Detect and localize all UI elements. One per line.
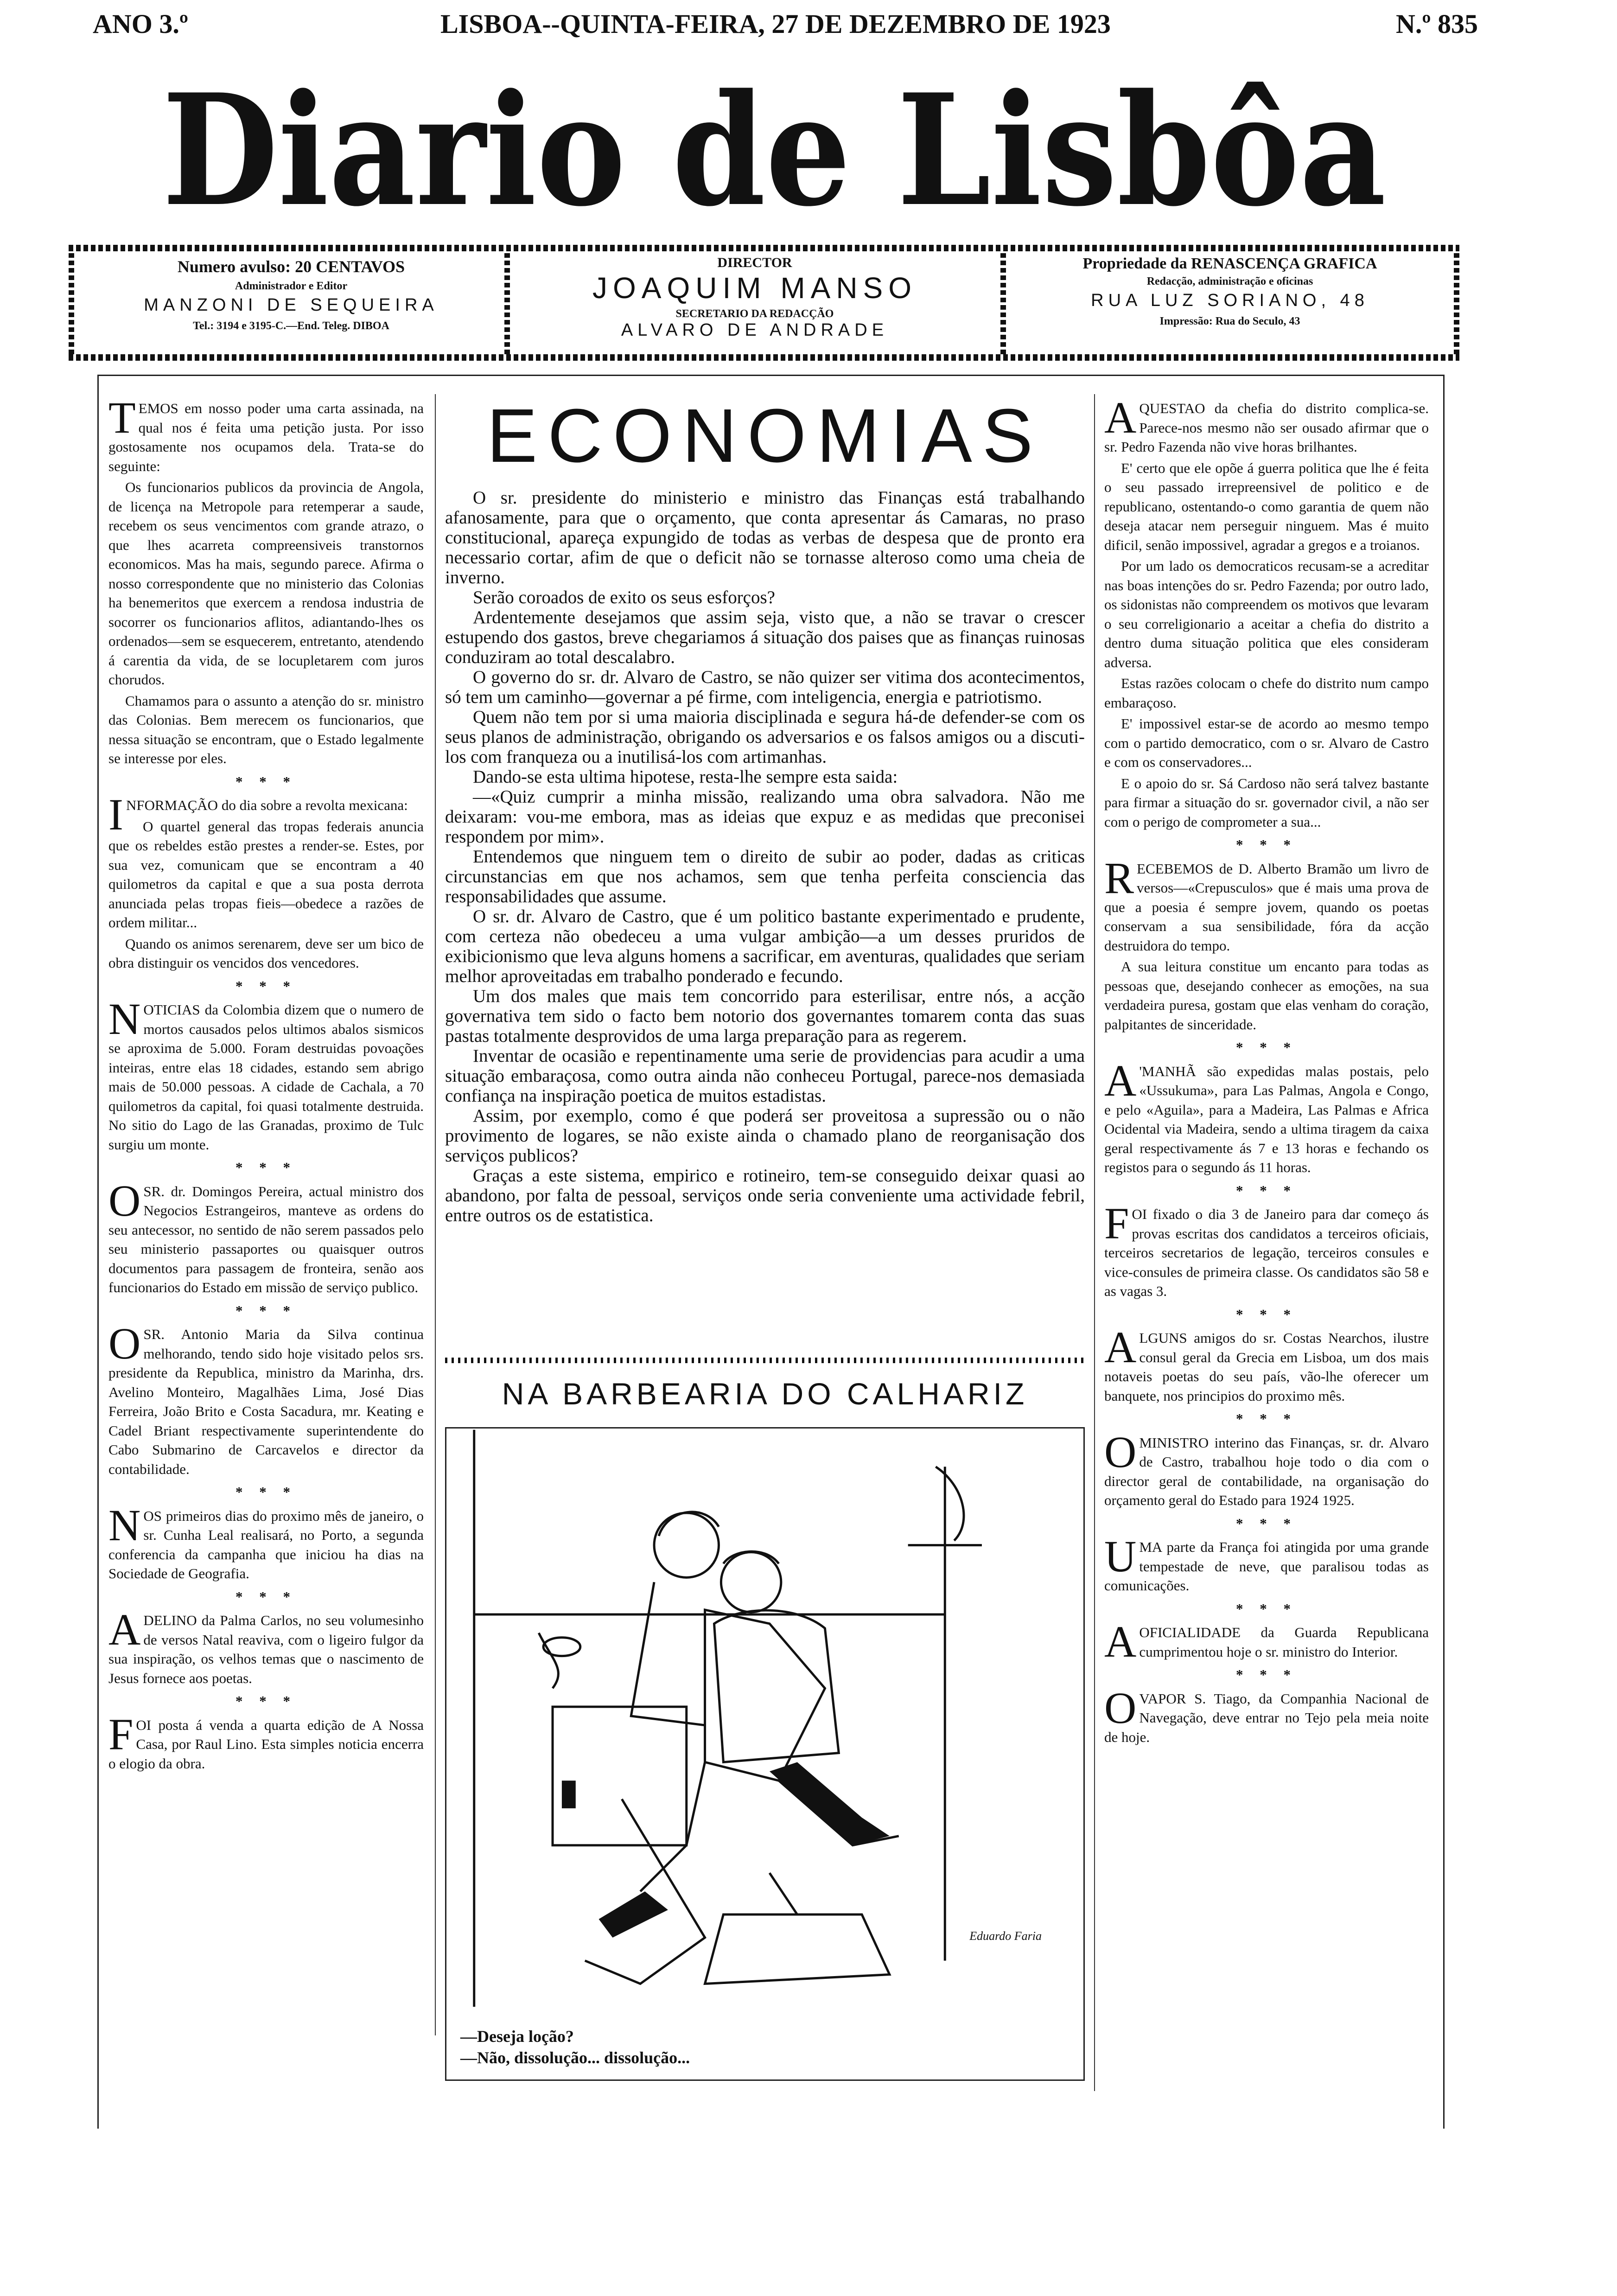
article-paragraph: Entendemos que ninguem tem o direito de subir ao poder, dadas as criticas circunstancias em que nos achamos, sem que tenha perfeita consciencia das responsabilidades que assume. xyxy=(445,847,1085,906)
column-rule-left xyxy=(435,394,436,2035)
paragraph-text: ECEBEMOS de D. Alberto Bramão um livro de versos—«Crepusculos» que é mais uma prova de que a poesia é sempre jovem, quando os poetas conservam a sua sensibilidade, fóra da acção destruidora do tempo. xyxy=(1104,860,1429,954)
news-paragraph xyxy=(1104,556,1429,672)
news-paragraph xyxy=(1104,1427,1429,1510)
info-left xyxy=(78,255,504,351)
news-paragraph xyxy=(1104,853,1429,956)
drop-cap: F xyxy=(1104,1199,1129,1248)
secretario-label: SECRETARIO DA REDACÇÃO xyxy=(675,308,834,320)
paragraph-text: MINISTRO interino das Finanças, sr. dr. Alvaro de Castro, trabalhou hoje todo o dia com o director geral de contabilidade, na organisação do orçamento geral do Estado para 1924 1925. xyxy=(1104,1434,1429,1508)
paragraph-text: EMOS em nosso poder uma carta assinada, na qual nos é feita uma petição justa. Por isso gostosamente nos ocupamos dela. Trata-se do seguinte: xyxy=(108,400,424,474)
article-paragraph: Inventar de ocasião e repentinamente uma serie de providencias para acudir a uma situação embaraçosa, como outra ainda não conheceu Portugal, parece-nos demasiada confiança na inspiração poetica de muitos estadistas. xyxy=(445,1046,1085,1106)
paragraph-text: E o apoio do sr. Sá Cardoso não será talvez bastante para firmar a situação do sr. governador civil, a não ser com o perigo de comprometer a sua... xyxy=(1104,775,1429,830)
news-paragraph xyxy=(108,790,424,839)
drop-cap: N xyxy=(108,1500,141,1550)
section-separator: * * * xyxy=(236,1588,297,1605)
cartoon xyxy=(445,1358,1085,2081)
cartoon-rule xyxy=(445,1358,1085,1363)
right-column xyxy=(1104,393,1429,1748)
drop-cap: O xyxy=(1104,1683,1137,1733)
paragraph-text: O quartel general das tropas federais anuncia que os rebeldes estão prestes a render-se. Estes, por sua vez, comunicam que se encontram a 40 quilometros da capital e que a sua posta derrota anunciada pelas tropas fieis—obedece a razões de ordem militar... xyxy=(108,818,424,931)
article-paragraph: —«Quiz cumprir a minha missão, realizando uma obra salvadora. Não me deixaram: vou-me embora, mas as ideias que expuz e as medidas que preconisei respondem por mim». xyxy=(445,787,1085,847)
left-column xyxy=(108,393,424,1775)
paragraph-text: E' impossivel estar-se de acordo ao mesmo tempo com o partido democratico, com o sr. Alvaro de Castro e com os conservadores... xyxy=(1104,715,1429,770)
article-paragraph: O governo do sr. dr. Alvaro de Castro, se não quizer ser vitima dos acontecimentos, só tem um caminho—governar a pé firme, com inteligencia, energia e patriotismo. xyxy=(445,667,1085,707)
secretario-name: ALVARO DE ANDRADE xyxy=(621,320,889,340)
article-headline: ECONOMIAS xyxy=(486,393,1044,478)
news-paragraph xyxy=(108,1605,424,1688)
price: Numero avulso: 20 CENTAVOS xyxy=(177,257,405,276)
drop-cap: A xyxy=(108,1605,141,1654)
article-paragraph: Assim, por exemplo, como é que poderá ser proveitosa a supressão ou o não provimento de logares, se não existe ainda o chamado plano de reorganisação dos serviços publicos? xyxy=(445,1106,1085,1166)
article-paragraph: Graças a este sistema, empirico e rotineiro, tem-se conseguido deixar quasi ao abandono, por falta de pessoal, serviços onde seria conveniente uma actividade febril, entre outros os de estatistica. xyxy=(445,1166,1085,1225)
paragraph-text: Estas razões colocam o chefe do distrito num campo embaraçoso. xyxy=(1104,675,1429,711)
masthead-title: Diario de Lisbôa xyxy=(162,60,1386,240)
section-separator: * * * xyxy=(1236,1515,1297,1531)
news-paragraph xyxy=(108,1709,424,1773)
drop-cap: N xyxy=(108,994,141,1044)
info-bar xyxy=(69,245,1459,361)
news-paragraph xyxy=(108,393,424,476)
news-paragraph xyxy=(1104,1055,1429,1177)
paragraph-text: MA parte da França foi atingida por uma grande tempestade de neve, que paralisou todas as comunicações. xyxy=(1104,1539,1429,1594)
news-paragraph xyxy=(108,478,424,689)
article-paragraph: Ardentemente desejamos que assim seja, visto que, a não se travar o crescer estupendo dos gastos, breve chegariamos á situação dos paises que as finanças ruinosas conduziram ao total descalabro. xyxy=(445,607,1085,667)
section-separator: * * * xyxy=(236,1693,297,1709)
masthead-logo xyxy=(153,60,1395,240)
drop-cap: I xyxy=(108,790,123,839)
section-separator: * * * xyxy=(1236,1039,1297,1055)
admin-name: MANZONI DE SEQUEIRA xyxy=(144,295,439,315)
paragraph-text: OTICIAS da Colombia dizem que o numero de mortos causados pelos ultimos abalos sismicos se aproxima de 5.000. Foram destruidas povoações inteiras, entre elas 18 cidades, estando sem abrigo mais de 50.000 pessoas. A cidade de Cachala, a 70 quilometros da capital, foi quasi totalmente destruida. No sitio do Lago de las Granadas, proximo de Tulc surgiu um monte. xyxy=(108,1001,424,1153)
news-paragraph xyxy=(1104,674,1429,712)
section-separator: * * * xyxy=(236,977,297,994)
drop-cap: O xyxy=(108,1175,141,1225)
article-body xyxy=(445,488,1085,1225)
paragraph-text: SR. Antonio Maria da Silva continua melhorando, tendo sido hoje visitado pelos srs. presidente da Republica, ministro da Marinha, drs. Avelino Monteiro, Magalhães Lima, José Dias Ferreira, João Brito e Costa Sacadura, mr. Keating e Cadel Briant respectivamente superintendente do Cabo Submarino de Carcavelos e director da contabilidade. xyxy=(108,1326,424,1477)
redaccao: Redacção, administração e oficinas xyxy=(1146,275,1313,287)
telephone: Tel.: 3194 e 3195-C.—End. Teleg. DIBOA xyxy=(193,320,389,332)
cartoon-title: NA BARBEARIA DO CALHARIZ xyxy=(502,1377,1028,1411)
section-separator: * * * xyxy=(236,1484,297,1500)
news-paragraph xyxy=(1104,459,1429,555)
address: RUA LUZ SORIANO, 48 xyxy=(1091,291,1369,310)
section-separator: * * * xyxy=(1236,1666,1297,1683)
cartoon-illustration xyxy=(446,1429,1083,2013)
drop-cap: O xyxy=(108,1319,141,1368)
news-paragraph xyxy=(1104,1617,1429,1666)
article-paragraph: Um dos males que mais tem concorrido para esterilisar, entre nós, a acção governativa tem sido o facto bem notorio dos governantes tomarem conta das suas pastas totalmente desprovidos de uma larga preparação para as regerem. xyxy=(445,986,1085,1046)
column-rule-right xyxy=(1094,394,1095,2091)
cartoon-caption xyxy=(460,2026,690,2068)
section-separator: * * * xyxy=(236,1159,297,1175)
article-paragraph: O sr. presidente do ministerio e ministro das Finanças está trabalhando afanosamente, para que o orçamento, que conta apresentar ás Camaras, no praso constitucional, apareça expungido de todas as verbas de despesa que de pronto era necessario cortar, afim de que o deficit não se tornasse alteroso como uma cheia de inverno. xyxy=(445,488,1085,587)
news-paragraph xyxy=(108,1319,424,1479)
paragraph-text: LGUNS amigos do sr. Costas Nearchos, ilustre consul geral da Grecia em Lisboa, um dos mais notaveis poetas do seu país, vão-lhe oferecer um banquete, nos principios do proximo mês. xyxy=(1104,1330,1429,1404)
news-paragraph xyxy=(108,1175,424,1297)
section-separator: * * * xyxy=(1236,1306,1297,1322)
issue-number: N.º 835 xyxy=(1395,9,1478,39)
paragraph-text: A sua leitura constitue um encanto para todas as pessoas que, desejando conhecer as emoções, na sua verdadeira puresa, gostam que elas venham do coração, palpitantes de sinceridade. xyxy=(1104,958,1429,1033)
director-name: JOAQUIM MANSO xyxy=(592,271,917,305)
section-separator: * * * xyxy=(1236,1600,1297,1617)
article-paragraph: Quem não tem por si uma maioria disciplinada e segura há-de defender-se com os seus planos de administração, obrigando os adversarios e os falsos amigos ou a discuti-los com franqueza ou a inutilisá-los com artimanhas. xyxy=(445,707,1085,767)
news-paragraph xyxy=(108,934,424,973)
dateline-bar xyxy=(93,8,1478,45)
paragraph-text: Os funcionarios publicos da provincia de Angola, de licença na Metropole para retemperar a saude, recebem os seus vencimentos com grande atrazo, o que lhes acarreta compreensiveis transtornos economicos. Mas ha mais, segundo parece. Afirma o nosso correspondente que no ministerio das Colonias ha benemeritos que exercem a rendosa industria de socorrer os funcionarios aflitos, adiantando-lhes os ordenados—sem se esquecerem, entretanto, atendendo á carentia da vida, de se locupletarem com juros chorudos. xyxy=(108,479,424,688)
drop-cap: T xyxy=(108,393,136,442)
director-label: DIRECTOR xyxy=(717,255,792,270)
paragraph-text: OFICIALIDADE da Guarda Republicana cumprimentou hoje o sr. ministro do Interior. xyxy=(1139,1624,1429,1660)
cartoon-signature: Eduardo Faria xyxy=(969,1929,1042,1943)
news-paragraph xyxy=(1104,1322,1429,1405)
section-separator: * * * xyxy=(236,1302,297,1319)
news-paragraph xyxy=(1104,1199,1429,1301)
paragraph-text: Por um lado os democraticos recusam-se a acreditar nas boas intenções do sr. Pedro Fazenda; por outro lado, os sidonistas não compreendem os motivos que levaram o seu correligionario a aceitar a chefia do distrito a dentro duma situação politica que eles consideram adversa. xyxy=(1104,558,1429,670)
paragraph-text: OS primeiros dias do proximo mês de janeiro, o sr. Cunha Leal realisará, no Porto, a segunda conferencia da campanha que iniciou ha dias na Sociedade de Geografia. xyxy=(108,1507,424,1582)
drop-cap: R xyxy=(1104,853,1134,903)
paragraph-text: VAPOR S. Tiago, da Companhia Nacional de Navegação, deve entrar no Tejo pela meia noite de hoje. xyxy=(1104,1690,1429,1745)
news-paragraph xyxy=(1104,957,1429,1034)
section-separator: * * * xyxy=(1236,1182,1297,1199)
drop-cap: A xyxy=(1104,1617,1137,1666)
paragraph-text: Quando os animos serenarem, deve ser um bico de obra distinguir os vencidos dos vencedores. xyxy=(108,935,424,971)
printing-address: Impressão: Rua do Seculo, 43 xyxy=(1159,315,1300,327)
dateline: LISBOA--QUINTA-FEIRA, 27 DE DEZEMBRO DE 1923 xyxy=(440,9,1111,39)
paragraph-text: 'MANHÃ são expedidas malas postais, pelo «Ussukuma», para Las Palmas, Angola e Congo, e pelo «Aguila», para a Madeira, Las Palmas e Africa Ocidental via Madeira, sendo a ultima tiragem da caixa geral respectivamente ás 7 e 13 horas e fechando os registos para o segundo ás 11 horas. xyxy=(1104,1063,1429,1175)
paragraph-text: Chamamos para o assunto a atenção do sr. ministro das Colonias. Bem merecem os funcionarios, que nessa situação se encontram, que o Estado legalmente se interesse por eles. xyxy=(108,692,424,766)
center-article xyxy=(445,389,1085,1225)
cartoon-frame xyxy=(445,1427,1085,2081)
drop-cap: O xyxy=(1104,1427,1137,1477)
news-paragraph xyxy=(1104,714,1429,772)
info-center xyxy=(514,255,996,351)
section-separator: * * * xyxy=(1236,1410,1297,1427)
masthead xyxy=(153,60,1395,240)
news-paragraph xyxy=(1104,1683,1429,1747)
paragraph-text: E' certo que ele opõe á guerra politica que lhe é feita o seu passado irrepreensivel de politico e de republicano, ostentando-o como garantia de quem não deseja atacar nem perseguir ninguem. Mas é muito dificil, senão impossivel, agradar a gregos e a troianos. xyxy=(1104,459,1429,553)
article-paragraph: Dando-se esta ultima hipotese, resta-lhe sempre esta saida: xyxy=(473,767,898,787)
proprietor: Propriedade da RENASCENÇA GRAFICA xyxy=(1082,255,1377,272)
paragraph-text: OI fixado o dia 3 de Janeiro para dar começo ás provas escritas dos candidatos a terceiros oficiais, terceiros secretarios de legação, terceiros consules e vice-consules de primeira classe. Os candidatos são 58 e as vagas 3. xyxy=(1104,1206,1429,1299)
section-separator: * * * xyxy=(236,773,297,790)
paragraph-text: QUESTAO da chefia do distrito complica-se. Parece-nos mesmo não ser ousado afirmar que o sr. Pedro Fazenda não vive horas brilhantes. xyxy=(1104,400,1429,455)
paragraph-text: SR. dr. Domingos Pereira, actual ministro dos Negocios Estrangeiros, manteve as ordens do seu antecessor, no sentido de não serem passados pelo seu ministerio passaportes ou quaisquer outros documentos para passagem de fronteira, senão aos funcionarios do Estado em missão de serviço publico. xyxy=(108,1183,424,1295)
news-paragraph xyxy=(1104,1531,1429,1595)
news-paragraph xyxy=(1104,774,1429,832)
issue-year: ANO 3.º xyxy=(93,9,189,39)
caption-line-2: —Não, dissolução... dissolução... xyxy=(460,2048,690,2067)
news-paragraph xyxy=(108,1500,424,1583)
news-paragraph xyxy=(108,817,424,932)
admin-label: Administrador e Editor xyxy=(235,280,348,292)
article-paragraph: O sr. dr. Alvaro de Castro, que é um politico bastante experimentado e prudente, com certeza não obedeceu a uma vulgar ambição—a um desses pruridos de exibicionismo que leva alguns homens a sacrificar, em aventuras, qualidades que seriam melhor aproveitadas em trabalho ponderado e fecundo. xyxy=(445,906,1085,986)
paragraph-text: DELINO da Palma Carlos, no seu volumesinho de versos Natal reaviva, com o ligeiro fulgor da sua inspiração, os velhos temas que o nascimento de Jesus fornece aos poetas. xyxy=(108,1612,424,1686)
drop-cap: A xyxy=(1104,1322,1137,1372)
news-paragraph xyxy=(108,691,424,768)
drop-cap: F xyxy=(108,1709,134,1759)
paragraph-text: NFORMAÇÃO do dia sobre a revolta mexicana: xyxy=(126,797,408,813)
caption-line-1: —Deseja loção? xyxy=(460,2027,574,2046)
info-right xyxy=(1010,255,1450,351)
news-paragraph xyxy=(108,994,424,1154)
drop-cap: A xyxy=(1104,1055,1137,1105)
paragraph-text: OI posta á venda a quarta edição de A Nossa Casa, por Raul Lino. Esta simples noticia encerra o elogio da obra. xyxy=(108,1716,424,1772)
drop-cap: U xyxy=(1104,1531,1137,1581)
section-separator: * * * xyxy=(1236,836,1297,853)
article-paragraph: Serão coroados de exito os seus esforços? xyxy=(473,587,775,607)
news-paragraph xyxy=(1104,393,1429,457)
drop-cap: A xyxy=(1104,393,1137,442)
